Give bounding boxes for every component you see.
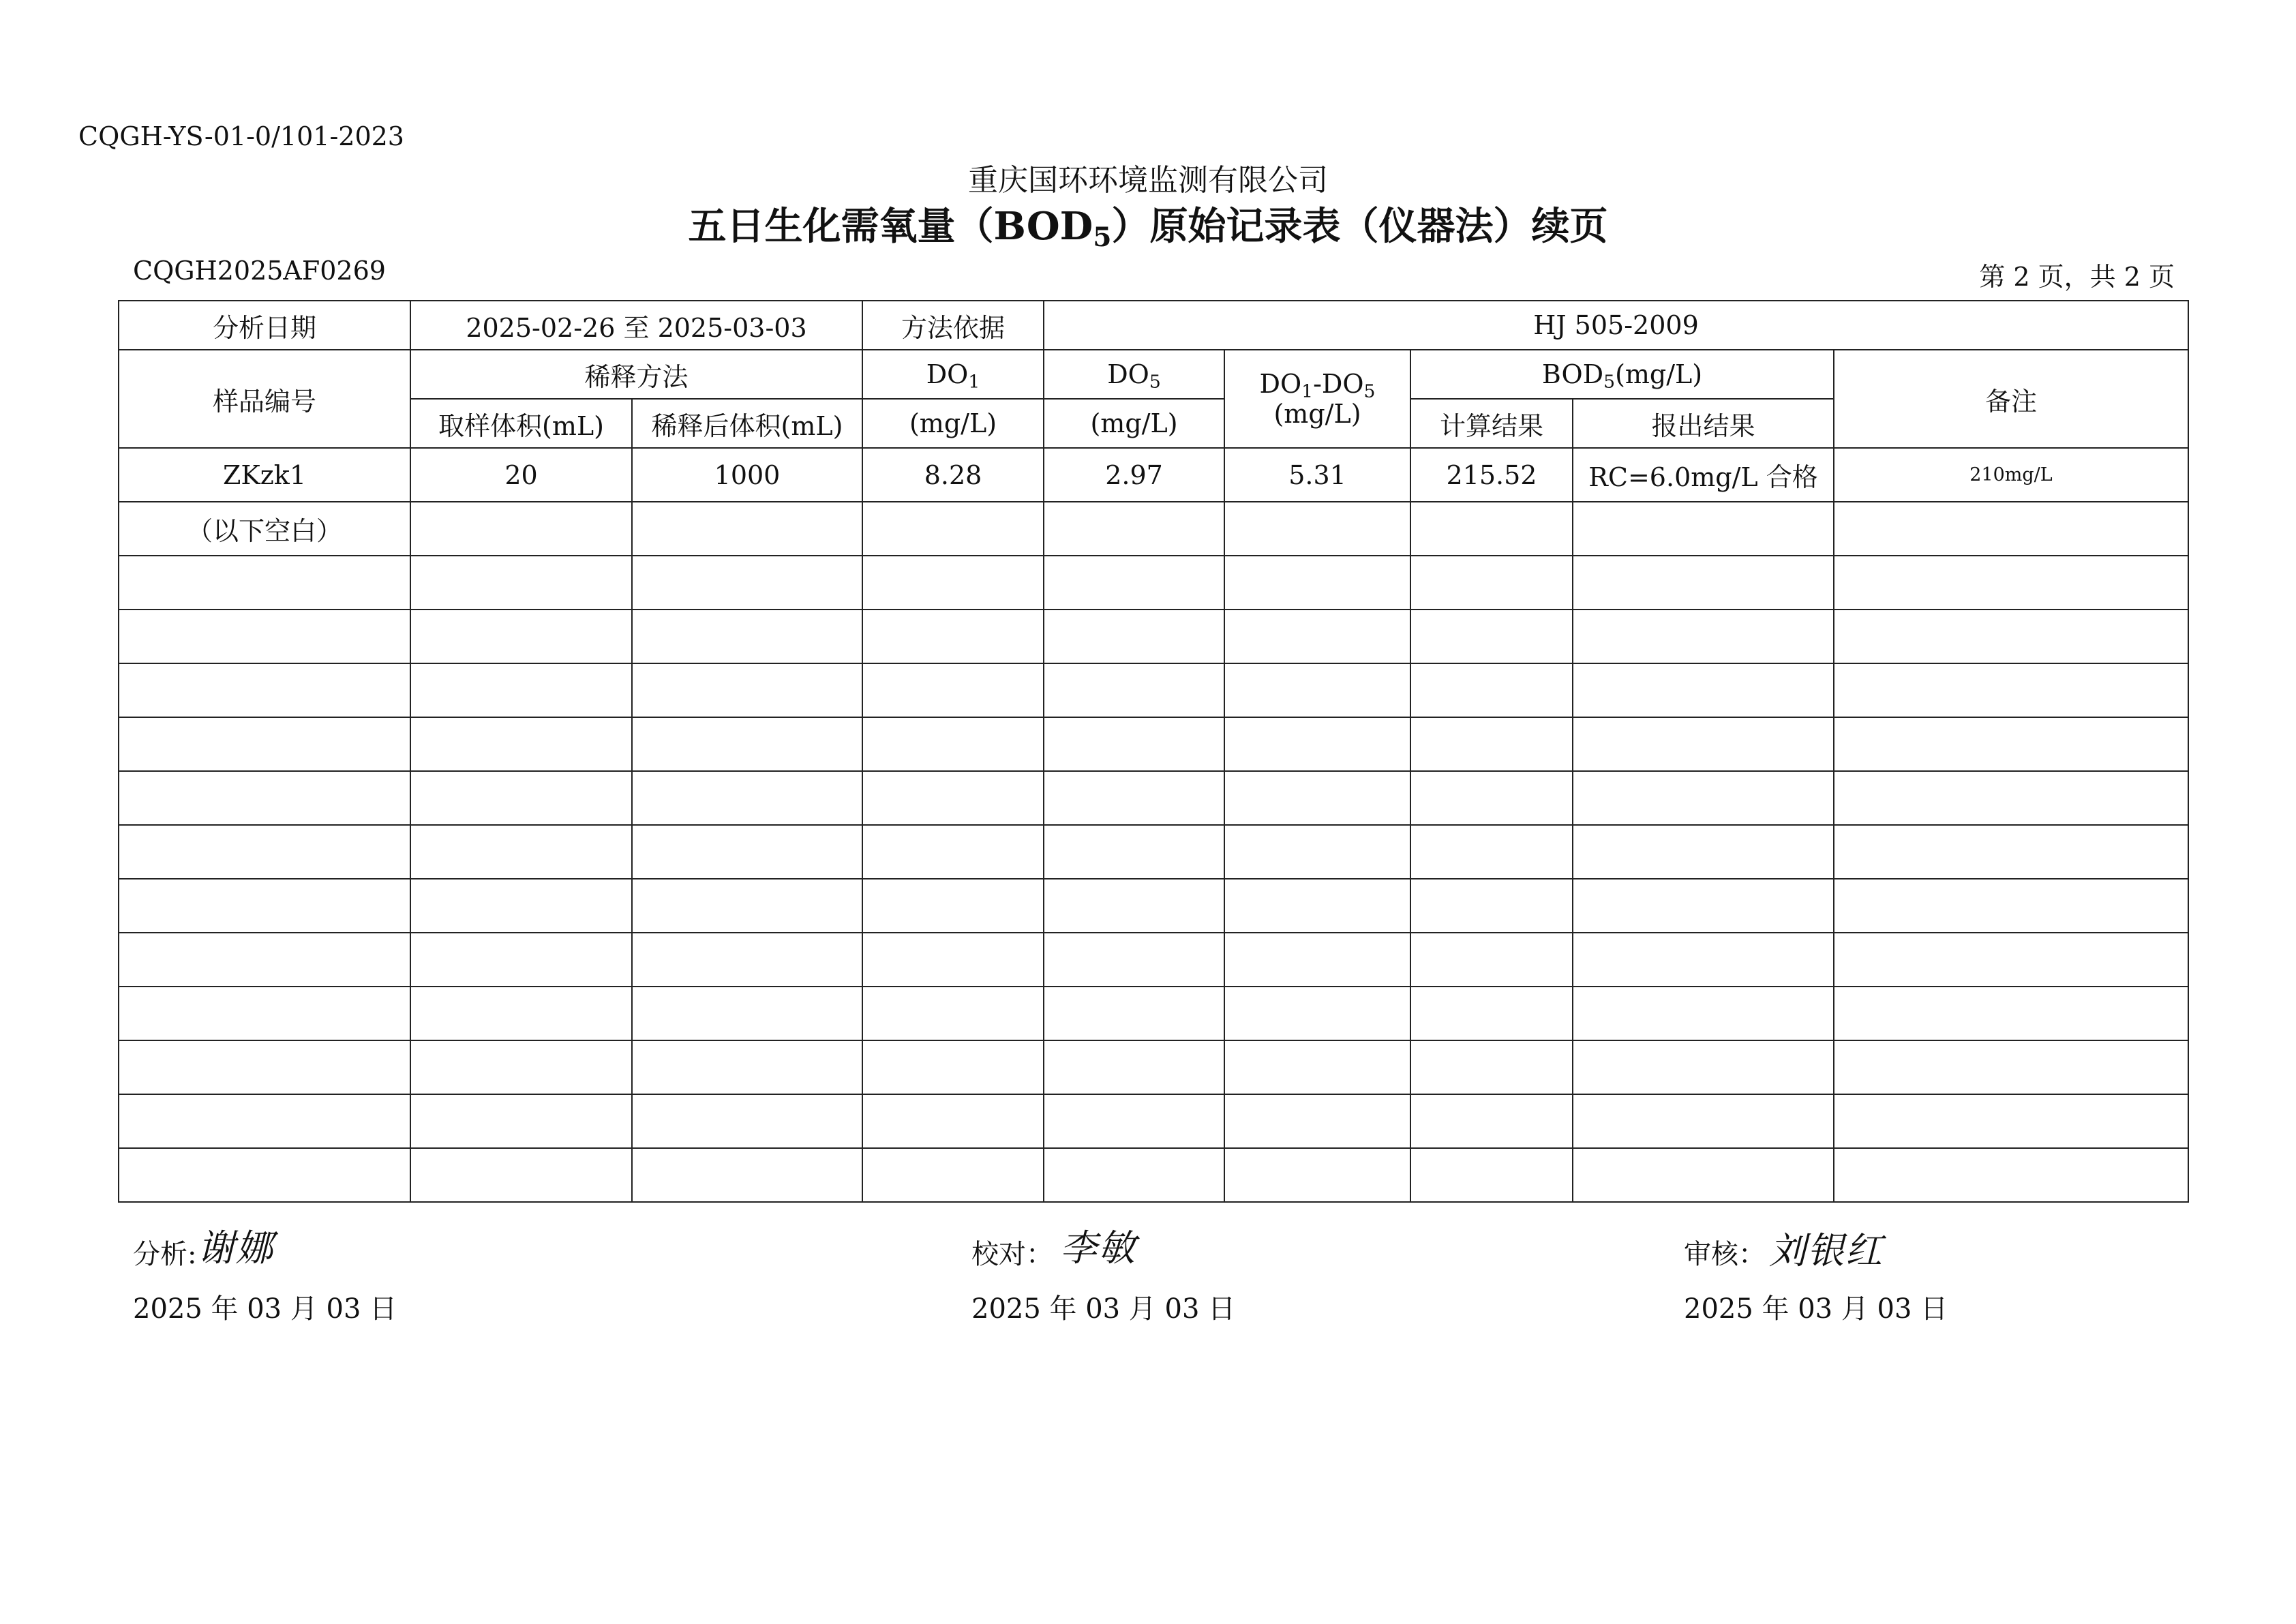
table-row	[119, 556, 2188, 610]
table-row	[119, 502, 2188, 556]
empty-cell	[1044, 879, 1224, 933]
empty-cell	[862, 1148, 1044, 1202]
table-row	[119, 1094, 2188, 1148]
empty-cell	[1044, 663, 1224, 717]
reviewer-label: 审核：	[1684, 1239, 1766, 1270]
empty-cell	[862, 825, 1044, 879]
empty-cell	[1573, 1148, 1834, 1202]
empty-cell	[1224, 1040, 1410, 1094]
cell-diluted-volume: 1000	[632, 448, 862, 502]
company-name: 重庆国环环境监测有限公司	[968, 163, 1328, 198]
empty-cell	[1044, 987, 1224, 1040]
empty-cell	[1044, 1148, 1224, 1202]
reviewer-block	[1684, 1233, 1766, 1272]
empty-cell	[119, 663, 410, 717]
empty-cell	[1044, 771, 1224, 825]
empty-cell	[1224, 556, 1410, 610]
empty-cell	[1410, 1148, 1573, 1202]
empty-cell	[119, 771, 410, 825]
empty-cell	[410, 1148, 632, 1202]
cell-do5	[1044, 502, 1224, 556]
empty-cell	[119, 825, 410, 879]
empty-cell	[1573, 933, 1834, 987]
empty-cell	[862, 987, 1044, 1040]
empty-cell	[1834, 933, 2188, 987]
empty-cell	[1834, 771, 2188, 825]
cell-diluted-volume	[632, 502, 862, 556]
page-indicator: 第 2 页，共 2 页	[1979, 262, 2175, 292]
empty-cell	[1573, 717, 1834, 771]
empty-cell	[1044, 1094, 1224, 1148]
analysis-date-label: 分析日期	[119, 301, 410, 350]
empty-cell	[119, 1148, 410, 1202]
checker-date: 2025 年 03 月 03 日	[971, 1293, 1236, 1325]
empty-cell	[410, 879, 632, 933]
empty-cell	[632, 1040, 862, 1094]
bod5-header: $BOD_5(mg/L)$	[1410, 350, 1834, 399]
empty-cell	[632, 663, 862, 717]
empty-cell	[1224, 717, 1410, 771]
empty-cell	[1834, 1148, 2188, 1202]
info-row	[119, 301, 2188, 350]
empty-cell	[1834, 987, 2188, 1040]
table-row	[119, 1040, 2188, 1094]
record-table	[118, 300, 2189, 1203]
empty-cell	[632, 771, 862, 825]
table-row	[119, 717, 2188, 771]
empty-cell	[410, 987, 632, 1040]
table-row	[119, 663, 2188, 717]
empty-cell	[1224, 771, 1410, 825]
empty-cell	[1573, 987, 1834, 1040]
empty-cell	[410, 610, 632, 663]
do5-header: $DO_5$	[1044, 350, 1224, 399]
empty-cell	[1224, 825, 1410, 879]
empty-cell	[1410, 610, 1573, 663]
analyst-signature: 谢娜	[198, 1227, 274, 1269]
empty-cell	[1834, 556, 2188, 610]
sample-volume-header: 取样体积(mL)	[410, 399, 632, 448]
empty-cell	[632, 556, 862, 610]
empty-cell	[119, 1094, 410, 1148]
empty-cell	[1410, 825, 1573, 879]
empty-cell	[632, 825, 862, 879]
empty-cell	[410, 556, 632, 610]
empty-cell	[119, 610, 410, 663]
empty-cell	[632, 987, 862, 1040]
report-result-header: 报出结果	[1573, 399, 1834, 448]
empty-cell	[1224, 610, 1410, 663]
table-row	[119, 771, 2188, 825]
cell-sample-id: （以下空白）	[119, 502, 410, 556]
header-row-1	[119, 350, 2188, 399]
empty-cell	[119, 933, 410, 987]
empty-cell	[1834, 610, 2188, 663]
analyst-date: 2025 年 03 月 03 日	[133, 1293, 397, 1325]
checker-signature: 李敏	[1060, 1227, 1136, 1269]
empty-cell	[119, 987, 410, 1040]
empty-cell	[1573, 663, 1834, 717]
empty-cell	[1224, 1148, 1410, 1202]
empty-cell	[862, 1094, 1044, 1148]
table-row	[119, 987, 2188, 1040]
analysis-date-value: 2025-02-26 至 2025-03-03	[410, 301, 862, 350]
empty-cell	[1044, 1040, 1224, 1094]
cell-calc-result: 215.52	[1410, 448, 1573, 502]
dilution-method-header: 稀释方法	[410, 350, 862, 399]
empty-cell	[1410, 556, 1573, 610]
empty-cell	[410, 771, 632, 825]
remarks-header: 备注	[1834, 350, 2188, 448]
cell-calc-result	[1410, 502, 1573, 556]
empty-cell	[1044, 556, 1224, 610]
calc-result-header: 计算结果	[1410, 399, 1573, 448]
do1-header: $DO_1$	[862, 350, 1044, 399]
table-row	[119, 879, 2188, 933]
do-difference-header: $DO_1-DO_5$ (mg/L)	[1224, 350, 1410, 448]
empty-cell	[1834, 717, 2188, 771]
cell-sample-id: ZKzk1	[119, 448, 410, 502]
empty-cell	[632, 933, 862, 987]
empty-cell	[1224, 933, 1410, 987]
empty-cell	[1410, 663, 1573, 717]
blank-rows	[119, 556, 2188, 1202]
empty-cell	[1044, 825, 1224, 879]
empty-cell	[1410, 879, 1573, 933]
empty-cell	[410, 663, 632, 717]
empty-cell	[1573, 556, 1834, 610]
empty-cell	[1573, 610, 1834, 663]
empty-cell	[410, 1094, 632, 1148]
empty-cell	[1410, 771, 1573, 825]
empty-cell	[1834, 1094, 2188, 1148]
empty-cell	[119, 556, 410, 610]
empty-cell	[632, 717, 862, 771]
empty-cell	[1573, 825, 1834, 879]
empty-cell	[410, 717, 632, 771]
empty-cell	[119, 1040, 410, 1094]
checker-label: 校对：	[971, 1239, 1053, 1270]
empty-cell	[1573, 1094, 1834, 1148]
cell-do5: 2.97	[1044, 448, 1224, 502]
cell-remarks: 210mg/L	[1834, 448, 2188, 502]
analyst-label: 分析:	[133, 1239, 197, 1270]
table-row	[119, 1148, 2188, 1202]
cell-report-result: RC=6.0mg/L 合格	[1573, 448, 1834, 502]
empty-cell	[1834, 663, 2188, 717]
empty-cell	[1573, 879, 1834, 933]
table-row	[119, 825, 2188, 879]
empty-cell	[410, 933, 632, 987]
empty-cell	[632, 1148, 862, 1202]
empty-cell	[862, 933, 1044, 987]
table-row	[119, 933, 2188, 987]
empty-cell	[632, 1094, 862, 1148]
method-basis-label: 方法依据	[862, 301, 1044, 350]
empty-cell	[1410, 933, 1573, 987]
reviewer-date: 2025 年 03 月 03 日	[1684, 1293, 1948, 1325]
empty-cell	[1044, 610, 1224, 663]
empty-cell	[1044, 717, 1224, 771]
empty-cell	[410, 825, 632, 879]
checker-block	[971, 1233, 1053, 1272]
cell-do-difference	[1224, 502, 1410, 556]
page-title	[0, 196, 2296, 251]
record-number: CQGH2025AF0269	[133, 256, 386, 286]
do1-unit: (mg/L)	[862, 399, 1044, 448]
empty-cell	[862, 771, 1044, 825]
analyst-block	[133, 1233, 196, 1272]
empty-cell	[1224, 1094, 1410, 1148]
title-subscript: 5	[1093, 221, 1112, 253]
cell-do1	[862, 502, 1044, 556]
empty-cell	[1834, 1040, 2188, 1094]
table-row	[119, 448, 2188, 502]
do5-unit: (mg/L)	[1044, 399, 1224, 448]
cell-do-difference: 5.31	[1224, 448, 1410, 502]
title-part2: ）原始记录表（仪器法）续页	[1111, 204, 1608, 249]
empty-cell	[862, 1040, 1044, 1094]
cell-sample-volume	[410, 502, 632, 556]
empty-cell	[1410, 1040, 1573, 1094]
diluted-volume-header: 稀释后体积(mL)	[632, 399, 862, 448]
title-part1: 五日生化需氧量（BOD	[688, 204, 1093, 249]
table-row	[119, 610, 2188, 663]
empty-cell	[862, 879, 1044, 933]
reviewer-signature: 刘银红	[1769, 1229, 1884, 1272]
empty-cell	[1834, 879, 2188, 933]
cell-report-result	[1573, 502, 1834, 556]
cell-remarks	[1834, 502, 2188, 556]
method-basis-value: HJ 505-2009	[1044, 301, 2188, 350]
empty-cell	[1224, 879, 1410, 933]
empty-cell	[1410, 987, 1573, 1040]
empty-cell	[632, 879, 862, 933]
sample-id-header: 样品编号	[119, 350, 410, 448]
empty-cell	[862, 556, 1044, 610]
empty-cell	[862, 610, 1044, 663]
document-code: CQGH-YS-01-0/101-2023	[78, 121, 404, 151]
empty-cell	[1410, 1094, 1573, 1148]
empty-cell	[632, 610, 862, 663]
empty-cell	[1224, 663, 1410, 717]
empty-cell	[1410, 717, 1573, 771]
empty-cell	[1573, 1040, 1834, 1094]
empty-cell	[1573, 771, 1834, 825]
cell-do1: 8.28	[862, 448, 1044, 502]
empty-cell	[410, 1040, 632, 1094]
empty-cell	[119, 879, 410, 933]
cell-sample-volume: 20	[410, 448, 632, 502]
empty-cell	[1224, 987, 1410, 1040]
empty-cell	[1044, 933, 1224, 987]
empty-cell	[862, 717, 1044, 771]
empty-cell	[1834, 825, 2188, 879]
empty-cell	[119, 717, 410, 771]
empty-cell	[862, 663, 1044, 717]
